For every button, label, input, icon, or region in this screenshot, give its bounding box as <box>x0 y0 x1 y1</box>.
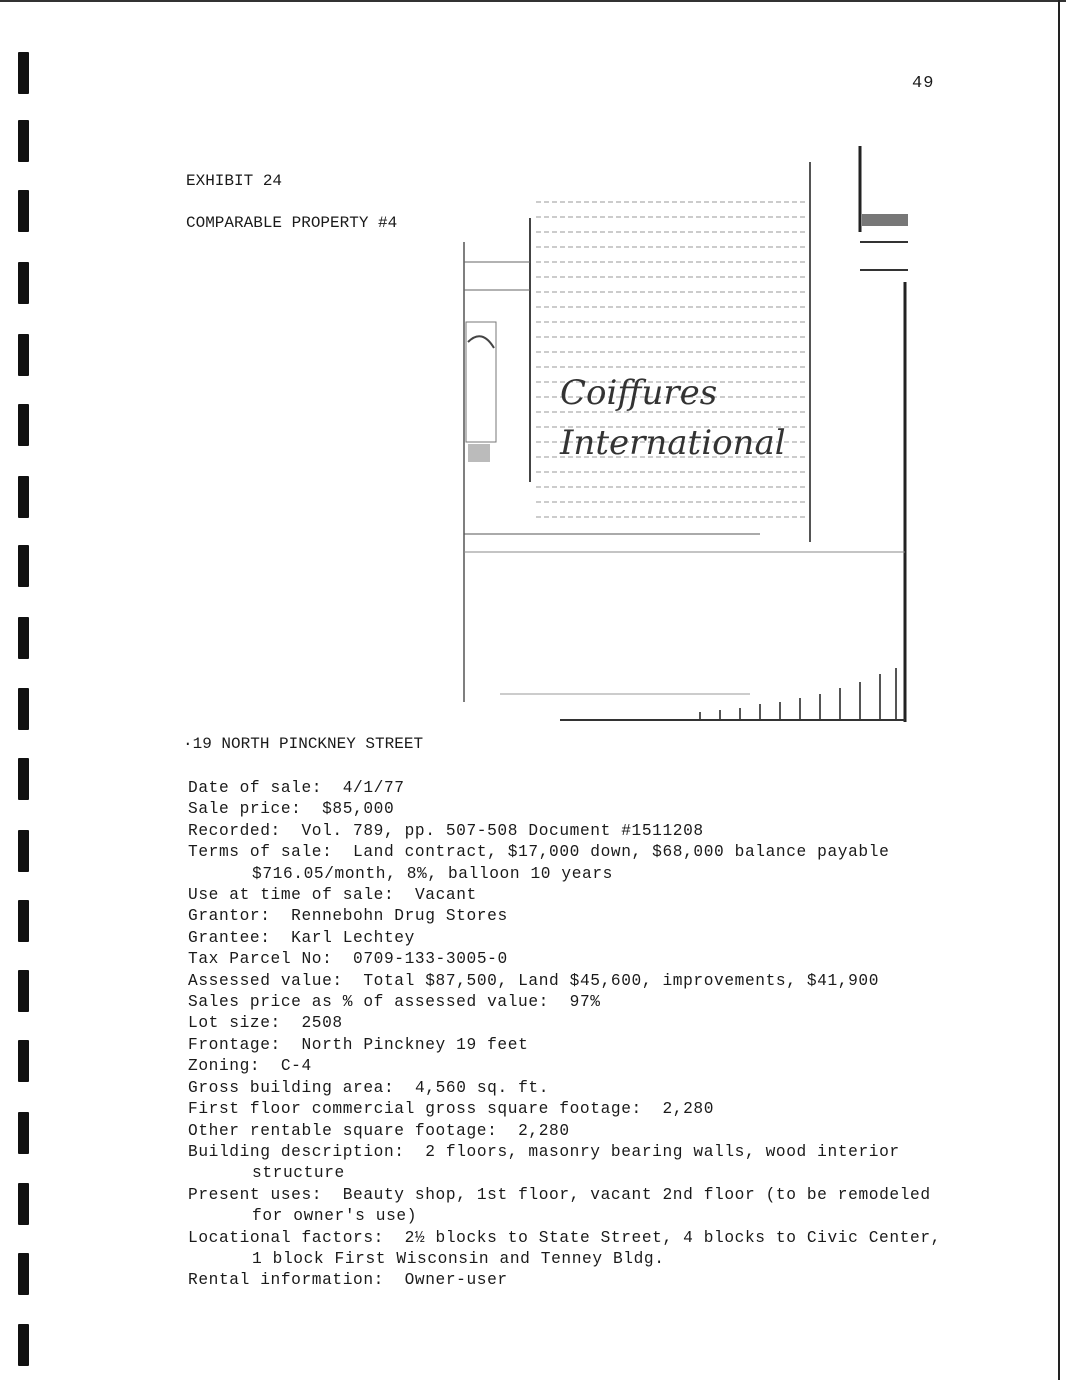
detail-value: Vacant <box>414 886 477 905</box>
detail-row <box>188 778 988 799</box>
detail-value: C-4 <box>280 1057 312 1076</box>
detail-value: 4/1/77 <box>342 779 405 797</box>
detail-value: Land contract, $17,000 down, $68,000 balance payable <box>353 843 890 862</box>
detail-label: Frontage: <box>188 1035 281 1054</box>
binding-hole <box>18 688 29 730</box>
detail-row <box>188 885 988 906</box>
detail-row <box>188 992 988 1013</box>
binding-hole <box>18 1112 29 1154</box>
sign-text-line2: International <box>560 423 786 463</box>
detail-continuation: structure <box>252 1164 345 1183</box>
detail-value: 2½ blocks to State Street, 4 blocks to Civic Center, <box>404 1228 941 1247</box>
detail-label: Sales price as % of assessed value: <box>188 993 549 1012</box>
detail-label: Building description: <box>188 1142 405 1161</box>
detail-label: Other rentable square footage: <box>188 1121 498 1140</box>
detail-row <box>188 1270 988 1291</box>
detail-label: Locational factors: <box>188 1228 384 1247</box>
detail-label: Terms of sale: <box>188 843 333 862</box>
storefront-photo <box>460 142 910 724</box>
sign-text-line1: Coiffures <box>560 373 718 413</box>
detail-label: Gross building area: <box>188 1078 395 1097</box>
binding-hole <box>18 545 29 587</box>
detail-row <box>188 842 988 863</box>
binding-hole <box>18 190 29 232</box>
detail-value: North Pinckney 19 feet <box>301 1035 529 1054</box>
binding-hole <box>18 120 29 162</box>
page-right-edge <box>1058 0 1060 1380</box>
detail-value: 4,560 sq. ft. <box>414 1078 550 1097</box>
detail-continuation: 1 block First Wisconsin and Tenney Bldg. <box>252 1249 665 1268</box>
sale-details <box>188 778 988 1292</box>
detail-value: 2,280 <box>662 1100 715 1119</box>
detail-row <box>188 1121 988 1142</box>
detail-value: Owner-user <box>404 1271 508 1290</box>
binding-hole <box>18 617 29 659</box>
detail-value: Karl Lechtey <box>291 928 415 947</box>
binding-hole <box>18 404 29 446</box>
detail-label: Grantor: <box>188 907 271 926</box>
detail-value: $85,000 <box>322 800 395 819</box>
detail-value: 0709-133-3005-0 <box>353 950 508 969</box>
detail-value: Rennebohn Drug Stores <box>291 907 508 926</box>
binding-hole <box>18 334 29 376</box>
detail-label: First floor commercial gross square footage: <box>188 1100 642 1119</box>
detail-continuation: $716.05/month, 8%, balloon 10 years <box>252 864 613 883</box>
detail-row <box>188 799 988 820</box>
detail-label: Assessed value: <box>188 971 343 990</box>
detail-row <box>188 949 988 970</box>
property-label: COMPARABLE PROPERTY #4 <box>186 214 398 232</box>
detail-row <box>188 971 988 992</box>
detail-label: Present uses: <box>188 1185 323 1204</box>
detail-row <box>188 1056 988 1077</box>
detail-value: 2508 <box>301 1014 343 1033</box>
detail-row <box>188 1185 988 1206</box>
detail-label: Recorded: <box>188 821 281 840</box>
detail-label: Rental information: <box>188 1271 384 1290</box>
binding-hole <box>18 1040 29 1082</box>
detail-label: Use at time of sale: <box>188 886 395 905</box>
detail-row <box>188 1228 988 1249</box>
detail-label: Sale price: <box>188 800 302 819</box>
page-number: 49 <box>912 74 935 93</box>
binding-hole <box>18 1183 29 1225</box>
binding-hole <box>18 900 29 942</box>
detail-label: Tax Parcel No: <box>188 950 333 969</box>
detail-row <box>188 1013 988 1034</box>
page-top-edge <box>0 0 1066 2</box>
detail-row <box>188 1078 988 1099</box>
exhibit-title: EXHIBIT 24 <box>186 172 283 190</box>
detail-value: 97% <box>569 993 601 1012</box>
detail-row <box>188 1099 988 1120</box>
detail-value: 2 floors, masonry bearing walls, wood interior <box>425 1142 900 1161</box>
binding-hole <box>18 970 29 1012</box>
binding-hole <box>18 262 29 304</box>
detail-value: 2,280 <box>518 1121 570 1140</box>
binding-hole <box>18 1253 29 1295</box>
binding-hole <box>18 1324 29 1366</box>
binding-hole <box>18 476 29 518</box>
detail-row <box>188 928 988 949</box>
detail-row <box>188 1035 988 1056</box>
property-address: ·19 NORTH PINCKNEY STREET <box>183 735 424 753</box>
detail-value: Beauty shop, 1st floor, vacant 2nd floor (to be remodeled <box>342 1185 931 1204</box>
binding-hole <box>18 830 29 872</box>
detail-continuation: for owner's use) <box>252 1207 418 1226</box>
detail-value: Total $87,500, Land $45,600, improvements, $41,900 <box>363 971 880 990</box>
binding-hole <box>18 52 29 94</box>
detail-label: Lot size: <box>188 1014 281 1033</box>
binding-hole <box>18 758 29 800</box>
detail-value: Vol. 789, pp. 507-508 Document #1511208 <box>301 821 704 840</box>
detail-label: Date of sale: <box>188 779 323 797</box>
detail-row <box>188 821 988 842</box>
detail-row <box>188 906 988 927</box>
detail-label: Zoning: <box>188 1057 261 1076</box>
detail-row <box>188 1142 988 1163</box>
detail-label: Grantee: <box>188 928 271 947</box>
